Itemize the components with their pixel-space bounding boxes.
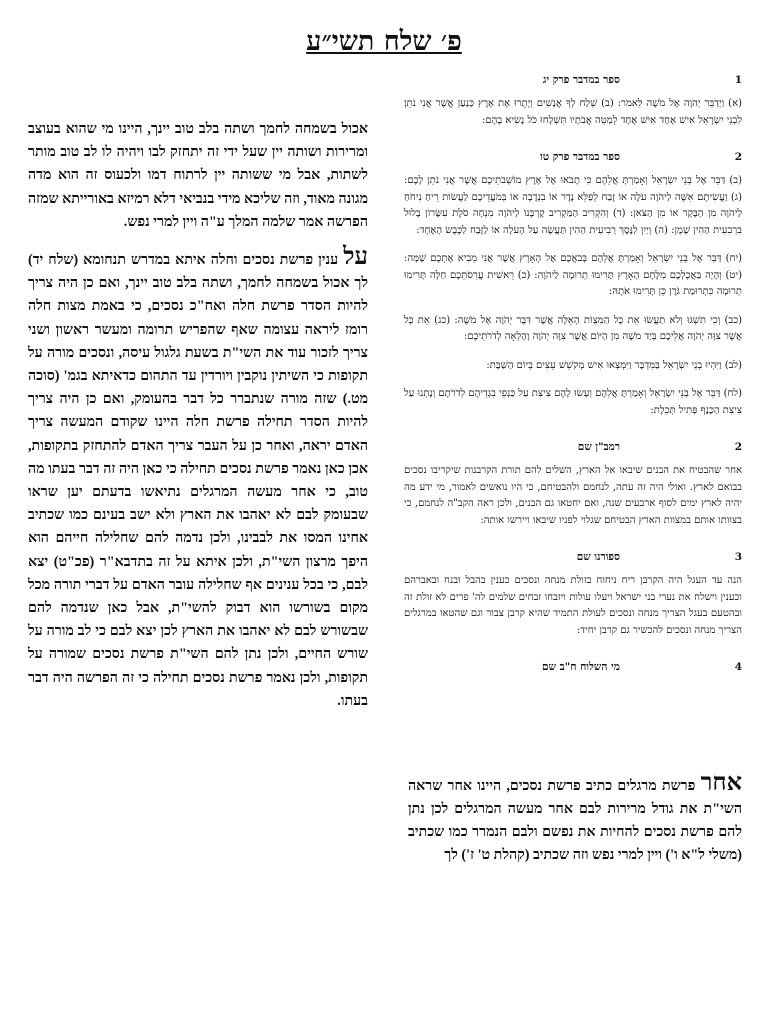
mei-hashiloach-text	[408, 772, 742, 867]
lead-word: על	[343, 244, 369, 271]
source-title: ספר במדבר פרק טו	[540, 151, 620, 163]
source-title: ספר במדבר פרק יג	[542, 74, 620, 86]
commentary-paragraph	[408, 772, 742, 867]
source-text: (יח) דַּבֵּר אֶל בְּנֵי יִשְׂרָאֵל וְאָמַרְתָּ אֲלֵהֶם בְּבֹאֲכֶם אֶל הָאָרֶץ אֲשֶׁר אֲנִי מֵבִיא אֶתְכֶם שָׁמָּה: (יט) וְהָיָה בַּאֲכָלְכֶם מִלֶּחֶם הָאָרֶץ תָּרִימוּ תְרוּמָה לַיהֹוָה: (כ) רֵאשִׁית עֲרִסֹתֵכֶם חַלָּה תָּרִימוּ תְרוּמָה כִּתְרוּמַת גֹּרֶן כֵּן תָּרִימוּ אֹתָהּ:	[404, 253, 742, 297]
source-number: 2	[734, 151, 742, 163]
lead-word: אחר	[700, 770, 743, 796]
paragraph-text: ענין פרשת נסכים וחלה איתא במדרש תנחומא (שלח יד) לך אכול בשמחה לחמך, ושתה בלב טוב יינך, ואם כן היה צריך להיות הסדר פרשת חלה ואח"כ נסכים, כי באמת מצות חלה רומז ליראה עצומה שאף שהפריש תרומה ומעשר ראשון ושני צריך לזכור עוד את השי"ת בשעת גלגול עיסה, ונסכים מורה על תקופות כי השיתין נוקבין ויורדין עד התהום כדאיתא בגמ' (סוכה מט.) שזה מורה שנתברר כל דבר בהעומק, ואם כן היה צריך להיות הסדר תחילה פרשת חלה היינו שקודם המעשה צריך האדם יראה, ואחר כן על העבר צריך האדם להתחזק בתקופות, אכן כאן נאמר פרשת נסכים תחילה כי כאן היה זה דבר בעתו מה טוב, כי אחר מעשה המרגלים נתיאשו בדעתם יען שראו שבעומק לבם לא יאהבו את הארץ ולא ישב בעינם כמו שכתיב אחינו המסו את לבבינו, ולכן נדמה להם שחלילה חייהם הוא היפך מרצון השי"ת, ולכן איתא על זה בתדבא"ר (פכ"ט) יצא לבם, כי בכל ענינים אף שחלילה עובר האדם על דברי תורה מכל מקום בשורשו הוא דבוק להשי"ת, אבל כאן שנדמה להם שבשורש לבם לא יאהבו את הארץ לכן יצא לבם כי לב מורה על שורש החיים, ולכן נתן להם השי"ת פרשת נסכים שמורה על תקופות, ולכן נאמר פרשת נסכים תחילה כי זה הפרשה היה דבר בעתו.	[28, 252, 368, 709]
source-text: (כב) וְכִי תִשְׁגּוּ וְלֹא תַעֲשׂוּ אֵת כָּל הַמִּצְוֹת הָאֵלֶּה אֲשֶׁר דִּבֶּר יְהֹוָה אֶל מֹשֶׁה: (כג) אֵת כָּל אֲשֶׁר צִוָּה יְהֹוָה אֲלֵיכֶם בְּיַד מֹשֶׁה מִן הַיּוֹם אֲשֶׁר צִוָּה יְהֹוָה וָהָלְאָה לְדֹרֹתֵיכֶם:	[404, 314, 742, 342]
source-text: (לב) וַיִּהְיוּ בְנֵי יִשְׂרָאֵל בַּמִּדְבָּר וַיִּמְצְאוּ אִישׁ מְקֹשֵׁשׁ עֵצִים בְּיוֹם הַשַּׁבָּת:	[486, 359, 742, 371]
source-text: (ב) דַּבֵּר אֶל בְּנֵי יִשְׂרָאֵל וְאָמַרְתָּ אֲלֵהֶם כִּי תָבֹאוּ אֶל אֶרֶץ מוֹשְׁבֹתֵיכֶם אֲשֶׁר אֲנִי נֹתֵן לָכֶם: (ג) וַעֲשִׂיתֶם אִשֶּׁה לַיהֹוָה עֹלָה אוֹ זֶבַח לְפַלֵּא נֶדֶר אוֹ בִנְדָבָה אוֹ בְּמֹעֲדֵיכֶם לַעֲשׂוֹת רֵיחַ נִיחֹחַ לַיהֹוָה מִן הַבָּקָר אוֹ מִן הַצֹּאן: (ד) וְהִקְרִיב הַמַּקְרִיב קָרְבָּנוֹ לַיהֹוָה מִנְחָה סֹלֶת עִשָּׂרוֹן בָּלוּל בִּרְבִעִית הַהִין שָׁמֶן: (ה) וְיַיִן לַנֶּסֶךְ רְבִיעִית הַהִין תַּעֲשֶׂה עַל הָעֹלָה אוֹ לַזָּבַח לַכֶּבֶשׂ הָאֶחָד:	[404, 175, 742, 236]
source-5	[404, 661, 742, 673]
sources-column	[404, 74, 742, 695]
commentary-paragraph: אכול בשמחה לחמך ושתה בלב טוב יינך, היינו מי שהוא בעוצב ומרירות ושותה יין שעל ידי זה יתחזק לבו ויהיה לו לב טוב מותר לשתות, אבל מי ששותה יין לרתוח דמו ולכעוס זה הוא מדה מגונה מאוד, וזה שליכא מידי בנביאי דלא רמיזא באורייתא שמזה הפרשה אמר שלמה המלך ע"ה ויין למרי נפש.	[28, 121, 368, 230]
source-heading	[404, 151, 742, 163]
source-heading	[404, 441, 742, 453]
source-heading	[404, 661, 742, 673]
commentary-column	[28, 118, 368, 725]
source-number: 4	[734, 661, 742, 673]
source-number: 2	[734, 441, 742, 453]
source-number: 3	[734, 551, 742, 563]
source-3	[404, 441, 742, 529]
source-text: הנה עד העגל היה הקרבן ריח ניחוח בזולת מנחה ונסכים כענין בהבל ובנח ובאברהם וכענין וישלח את נערי בני ישראל ויעלו עולות ויזבחו זבחים שלמים לה' פרים לא זולת זה ובהטעם בעגל הצריך מנחה ונסכים לעולת התמיד שהיא קרבן צבור וגם שהטאו במרגלים הצריך מנחה ונסכים להכשיר גם קרבן יחיד:	[404, 575, 742, 636]
source-number: 1	[734, 74, 742, 86]
source-heading	[404, 74, 742, 86]
source-title: מי השלוח ח"ב שם	[542, 661, 620, 673]
source-4	[404, 551, 742, 639]
source-title: ספורנו שם	[576, 551, 620, 563]
page-title: פ׳ שלח תשי״ע	[306, 26, 462, 57]
source-text: אחר שהבטיח את הבנים שיבאו אל הארץ, השלים להם תורת הקרבנות שיקריבו נסכים בבואם לארץ. ואולי היה זה עתה, לנחמם ולהבטיחם, כי היו נואשים לאמור, מי ידע מה יהיה לארץ ימים לסוף ארבעים שנה, ואם יחטאו גם הבנים, ולכן ראה הקב"ה לנחמם, כי בצוותו אותם במצוות הארץ הבטיחם שגלוי לפניו שיבאו ויירשו אותה:	[404, 465, 742, 526]
source-title: רמב"ן שם	[577, 441, 620, 453]
commentary-paragraph	[28, 246, 368, 713]
source-heading	[404, 551, 742, 563]
source-1	[404, 74, 742, 129]
paragraph-text: פרשת מרגלים כתיב פרשת נסכים, היינו אחר שראה השי"ת את גודל מרירות לבם אחר מעשה המרגלים לכן נתן להם פרשת נסכים להחיות את נפשם ולבם הנמרר כמו שכתיב (משלי ל"א ו') ויין למרי נפש וזה שכתיב (קהלת ט' ז') לך	[408, 778, 742, 863]
source-2	[404, 151, 742, 419]
source-text: (א) וַיְדַבֵּר יְהֹוָה אֶל מֹשֶׁה לֵּאמֹר: (ב) שְׁלַח לְךָ אֲנָשִׁים וְיָתֻרוּ אֶת אֶרֶץ כְּנַעַן אֲשֶׁר אֲנִי נֹתֵן לִבְנֵי יִשְׂרָאֵל אִישׁ אֶחָד אִישׁ אֶחָד לְמַטֵּה אֲבֹתָיו תִּשְׁלָחוּ כֹּל נָשִׂיא בָהֶם:	[404, 98, 742, 126]
source-text: (לח) דַּבֵּר אֶל בְּנֵי יִשְׂרָאֵל וְאָמַרְתָּ אֲלֵהֶם וְעָשׂוּ לָהֶם צִיצִת עַל כַּנְפֵי בִגְדֵיהֶם לְדֹרֹתָם וְנָתְנוּ עַל צִיצִת הַכָּנָף פְּתִיל תְּכֵלֶת:	[404, 388, 742, 416]
